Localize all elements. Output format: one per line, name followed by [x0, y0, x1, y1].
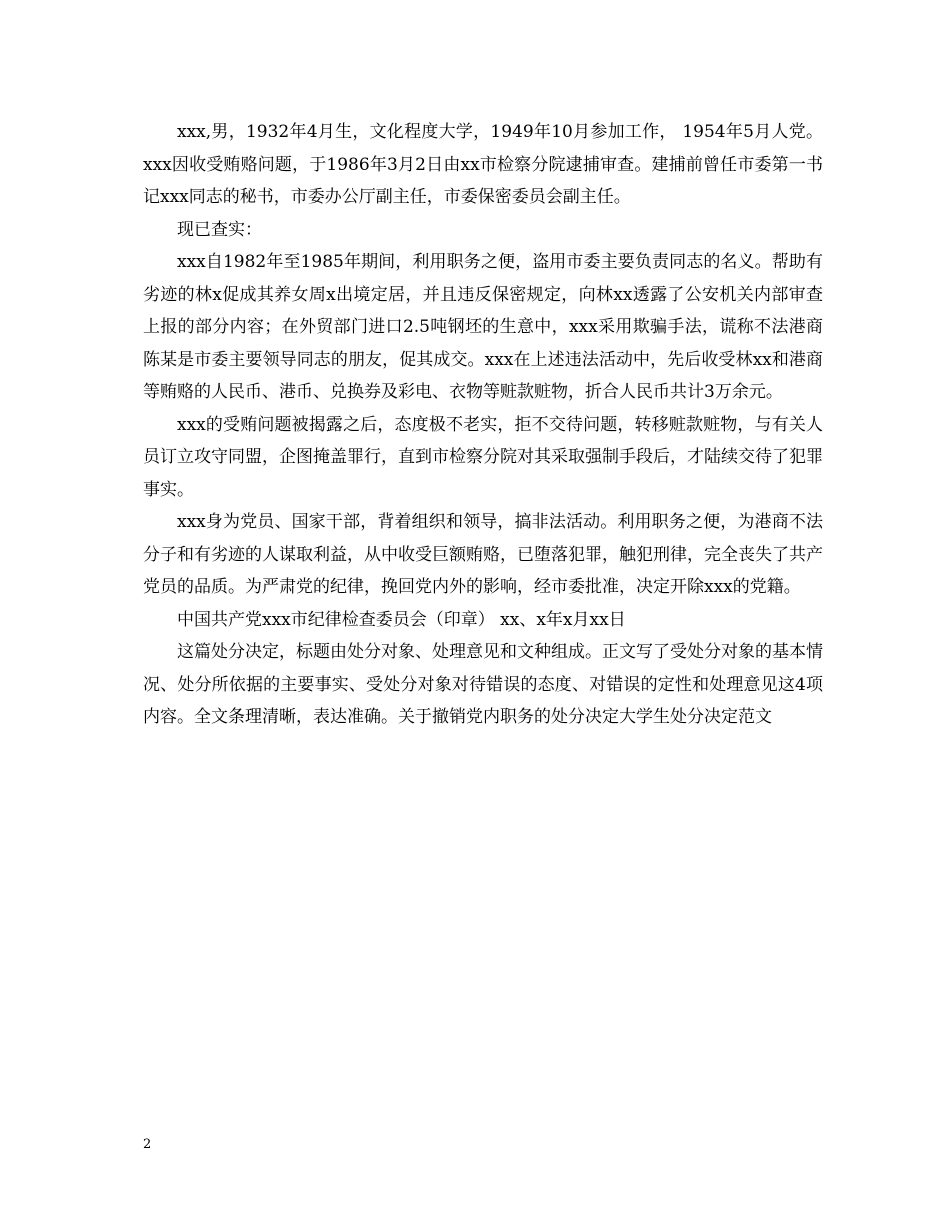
page-number: 2 [143, 1137, 152, 1152]
paragraph-attitude: xxx的受贿问题被揭露之后，态度极不老实，拒不交待问题，转移赃款赃物，与有关人员订立攻守同盟，企图掩盖罪行，直到市检察分院对其采取强制手段后，才陆续交待了犯罪事实。 [143, 414, 823, 500]
paragraph-profile: xxx,男，1932年4月生，文化程度大学，1949年10月参加工作， 1954年5月人党。xxx因收受贿赂问题，于1986年3月2日由xx市检察分院逮捕审查。建捕前曾任市委第一书记xxx同志的秘书，市委办公厅副主任，市委保密委员会副主任。 [143, 122, 823, 207]
paragraph-decision: xxx身为党员、国家干部，背着组织和领导，搞非法活动。利用职务之便，为港商不法分子和有劣迹的人谋取利益，从中收受巨额贿赂，已堕落犯罪，触犯刑律，完全丧失了共产党员的品质。为严肃党的纪律，挽回党内外的影响，经市委批准，决定开除xxx的党籍。 [143, 512, 823, 597]
paragraph-commentary: 这篇处分决定，标题由处分对象、处理意见和文种组成。正文写了受处分对象的基本情况、处分所依据的主要事实、受处分对象对待错误的态度、对错误的定性和处理意见这4项内容。全文条理清晰，表达准确。关于撤销党内职务的处分决定大学生处分决定范文 [143, 642, 823, 727]
paragraph-facts: xxx自1982年至1985年期间，利用职务之便，盗用市委主要负责同志的名义。帮助有劣迹的林x促成其养女周x出境定居，并且违反保密规定，向林xx透露了公安机关内部审查上报的部分内容；在外贸部门进口2.5吨钢坯的生意中，xxx采用欺骗手法，谎称不法港商陈某是市委主要领导同志的朋友，促其成交。xxx在上述违法活动中，先后收受林xx和港商等贿赂的人民币、港币、兑换券及彩电、衣物等赃款赃物，折合人民币共计3万余元。 [143, 252, 823, 402]
paragraph-signature: 中国共产党xxx市纪律检查委员会（印章） xx、x年x月xx日 [177, 609, 626, 630]
document-body [143, 116, 823, 734]
paragraph-verified-heading: 现已查实： [177, 219, 262, 240]
